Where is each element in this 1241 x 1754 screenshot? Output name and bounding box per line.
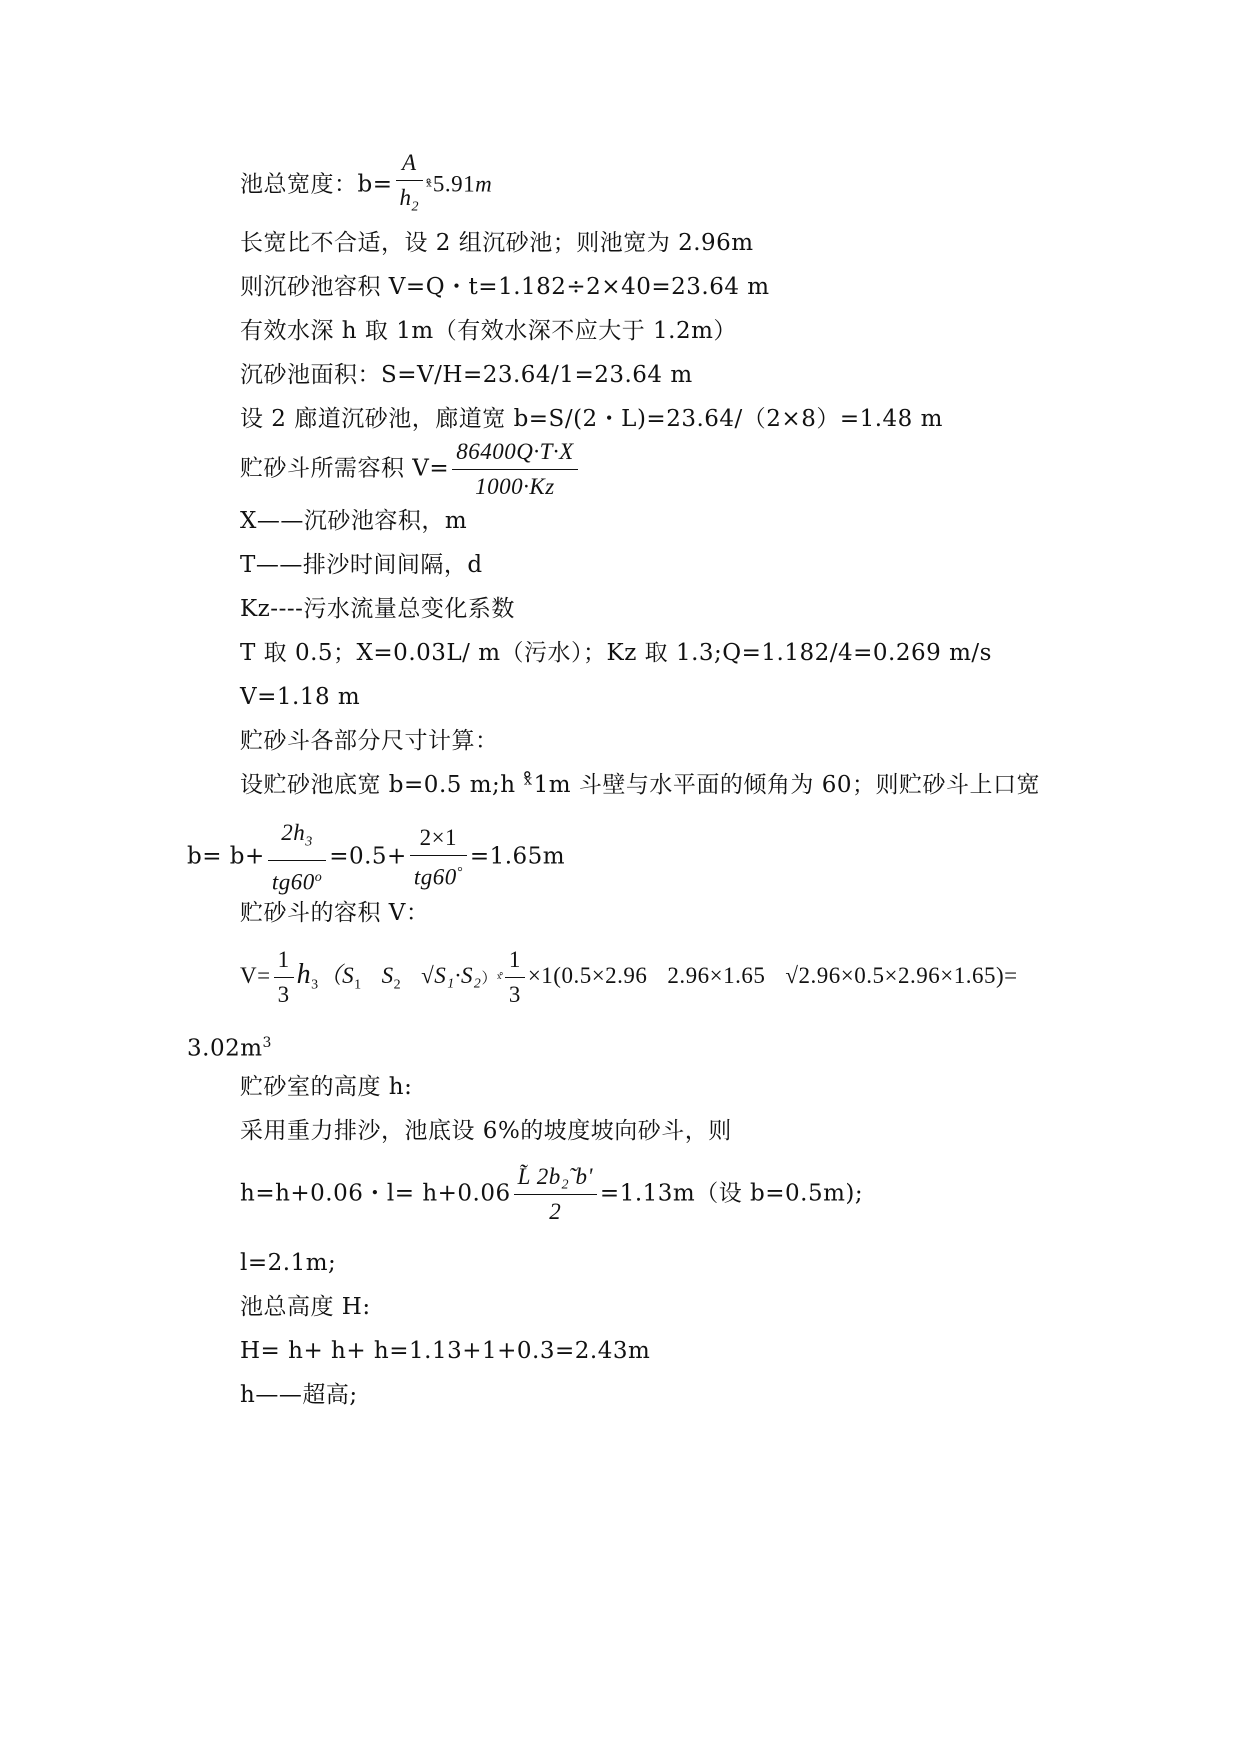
sqrt-term: √2.96×0.5×2.96×1.65) [785, 962, 1005, 988]
line-21 [240, 1162, 863, 1227]
fraction-denominator: 3 [508, 982, 521, 1007]
subscript: 1 [354, 977, 362, 993]
line-23: 池总高度 H: [240, 1294, 371, 1320]
line-text: = [1004, 962, 1018, 988]
fraction-numerator: 2×1 [410, 823, 467, 856]
line-3: 则沉砂池容积 V=Q・t=1.182÷2×40=23.64 m [240, 274, 770, 300]
sqrt-term: √S₁·S₂ [421, 962, 482, 988]
fraction-denominator: tg60 [413, 864, 457, 890]
line-10: Kz----污水流量总变化系数 [240, 596, 515, 622]
line-text: V= [240, 962, 271, 988]
line-14: 设贮砂池底宽 b=0.5 m;h ˣ̊1m 斗壁与水平面的倾角为 60；则贮砂斗上口宽 [240, 772, 1040, 798]
fraction-l-2b2-b [514, 1162, 597, 1227]
fraction-denominator: tg60 [271, 869, 315, 895]
fraction-denominator: 1000·Kz [475, 474, 555, 499]
subscript: 2 [393, 977, 402, 993]
superscript: o [314, 869, 323, 885]
fraction-one-third [274, 945, 294, 1010]
approx-symbol: ˣ̊ [426, 177, 433, 196]
fraction-2x1-over-tg60 [410, 823, 467, 893]
line-24: H= h+ h+ h=1.13+1+0.3=2.43m [240, 1338, 651, 1364]
fraction-2h3-over-tg60 [268, 818, 326, 897]
approx-symbol: ）ˣ̊ [481, 970, 502, 987]
fraction-volume [452, 437, 577, 502]
line-6: 设 2 廊道沉砂池，廊道宽 b=S/(2・L)=23.64/（2×8）=1.48 m [240, 406, 943, 432]
s1-term: （S [318, 962, 355, 988]
line-8: X——沉砂池容积，m [240, 508, 468, 534]
line-19: 贮砂室的高度 h: [240, 1074, 413, 1100]
expression-part: ×1(0.5×2.96 [527, 962, 648, 988]
fraction-denominator: 2 [549, 1199, 562, 1224]
line-11: T 取 0.5；X=0.03L/ m（污水）；Kz 取 1.3;Q=1.182/4=0.269 m/s [240, 640, 992, 666]
line-25: h——超高; [240, 1382, 358, 1408]
fraction-one-third-2 [505, 945, 525, 1010]
expression-part: 2.96×1.65 [667, 962, 766, 988]
fraction-numerator: A [396, 148, 424, 181]
line-16: 贮砂斗的容积 V： [240, 900, 430, 926]
fraction-numerator: 86400Q·T·X [452, 437, 577, 470]
subscript: 3 [305, 834, 313, 850]
fraction-a-over-h2 [396, 148, 424, 223]
line-15 [187, 818, 565, 897]
fraction-denominator: h [399, 185, 412, 210]
line-20: 采用重力排沙，池底设 6%的坡度坡向砂斗，则 [240, 1118, 732, 1144]
result-unit: m [475, 171, 493, 197]
line-text: 池总宽度：b= [240, 171, 393, 198]
fraction-numerator: L̃ 2b₂̃ b' [514, 1162, 597, 1195]
line-7 [240, 437, 581, 502]
fraction-denominator: 3 [277, 982, 290, 1007]
subscript: 2 [411, 199, 419, 215]
line-text: =1.13m（设 b=0.5m); [599, 1180, 864, 1207]
s2-term: S [381, 962, 394, 988]
line-18 [187, 1028, 272, 1064]
fraction-numerator: 2h [281, 820, 306, 845]
line-text: 贮砂斗所需容积 V= [240, 455, 450, 482]
line-text: h=h+0.06・l= h+0.06 [240, 1180, 511, 1207]
h-symbol: h [296, 958, 312, 990]
subscript: 3 [311, 977, 319, 993]
line-22: l=2.1m; [240, 1250, 337, 1276]
line-9: T——排沙时间间隔，d [240, 552, 483, 578]
line-text: 3.02m [187, 1035, 263, 1062]
line-text: =1.65m [469, 843, 566, 870]
fraction-numerator: 1 [274, 945, 294, 978]
line-2: 长宽比不合适，设 2 组沉砂池；则池宽为 2.96m [240, 230, 754, 256]
line-12: V=1.18 m [240, 684, 361, 710]
result-value: 5.91 [432, 171, 476, 197]
superscript: ° [456, 864, 463, 880]
superscript: 3 [262, 1035, 272, 1051]
line-total-width [240, 148, 493, 215]
line-4: 有效水深 h 取 1m（有效水深不应大于 1.2m） [240, 318, 737, 344]
line-text: b= b+ [187, 843, 265, 870]
line-13: 贮砂斗各部分尺寸计算： [240, 728, 499, 754]
fraction-numerator: 1 [505, 945, 525, 978]
line-text: =0.5+ [329, 843, 407, 870]
line-5: 沉砂池面积：S=V/H=23.64/1=23.64 m [240, 362, 693, 388]
line-17 [240, 945, 1018, 1010]
